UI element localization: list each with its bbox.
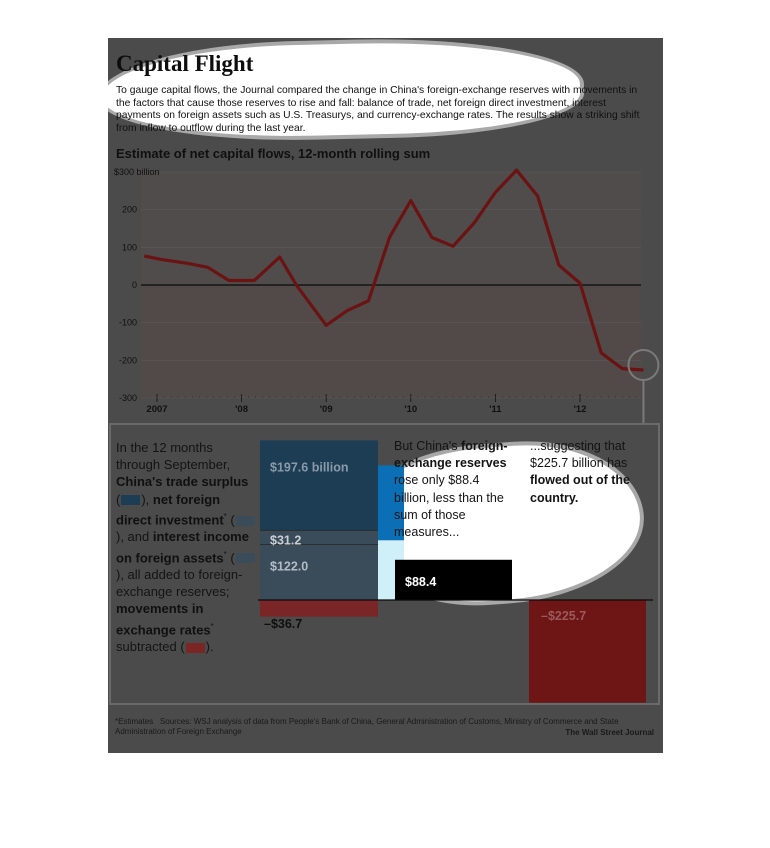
fdi-swatch [236,516,255,526]
x-tick-label: '08 [235,404,249,415]
explanation-text: subtracted ( [116,639,185,655]
components-explanation [116,439,256,655]
paren: ( [226,549,235,565]
punct: ), [141,491,153,507]
outflow-term: flowed out of the country. [530,473,630,505]
x-tick-label: '10 [404,404,418,415]
label-fdi: $31.2 [270,533,302,548]
interest-swatch [236,553,255,563]
y-tick-label: 0 [131,280,137,290]
explanation-text: But China's [394,439,458,453]
y-tick-label: 100 [121,242,137,253]
interest-term: interest income on foreign assets [116,529,249,565]
reserves-explanation [394,438,514,541]
trade-swatch [121,495,140,505]
label-trade-surplus: $197.6 billion [270,460,349,475]
sources-note: Sources: WSJ analysis of data from People's Bank of China, General Administration of Customs, Ministry of Commerce and State Administration of Foreign Exchange [115,717,619,736]
bar-trade-surplus [260,440,378,530]
page-title: Capital Flight [116,51,254,76]
explanation-text: ...suggesting that $225.7 billion has [530,439,628,471]
intro-text: To gauge capital flows, the Journal compared the change in China's foreign-exchange reserves with movements in the factors that cause those reserves to rise and fall: balance of trade, net foreign direct investment, interest payments on foreign assets such as U.S. Treasurys, and currency-exchange rates. The results show a striking shift from inflow to outflow during the last year. [116,85,640,134]
reserves-term: foreign-exchange reserves [394,439,508,471]
x-tick-label: '09 [319,404,333,415]
estimate-star: * [210,621,214,631]
exchange-term: movements in exchange rates [116,601,211,638]
punct: ), and [116,529,150,545]
y-tick-label: -200 [118,355,137,366]
y-tick-label: -100 [118,317,137,328]
estimate-star: * [223,511,227,521]
exchange-swatch [186,643,205,653]
trade-surplus-term: China's trade surplus [116,474,249,490]
x-tick-label: '11 [489,404,502,415]
label-exchange-rates: –$36.7 [264,617,303,631]
label-reserves: $88.4 [405,575,437,589]
y-tick-label: $300 billion [114,167,160,177]
bar-exchange-rates [260,600,378,617]
estimate-star: * [223,549,227,559]
fdi-term: net foreign direct investment [116,491,224,528]
explanation-text: In the 12 months through September, [116,440,231,473]
x-tick-label: '12 [573,404,587,415]
paren: ( [116,491,121,507]
credit: The Wall Street Journal [565,728,654,737]
estimates-note: *Estimates [115,717,154,726]
label-outflow: –$225.7 [541,609,587,623]
y-tick-label: -300 [118,393,137,403]
explanation-text: rose only $88.4 billion, less than the sum of those measures... [394,473,504,540]
paren: ( [226,512,235,528]
outflow-explanation [530,438,645,507]
explanation-text: ), all added to foreign-exchange reserves; [116,567,243,600]
y-tick-label: 200 [121,204,137,215]
x-tick-label: 2007 [146,404,168,415]
label-interest: $122.0 [270,559,309,574]
punct: ). [205,639,214,655]
line-chart-title: Estimate of net capital flows, 12-month rolling sum [116,146,431,161]
infographic-card [108,38,663,753]
